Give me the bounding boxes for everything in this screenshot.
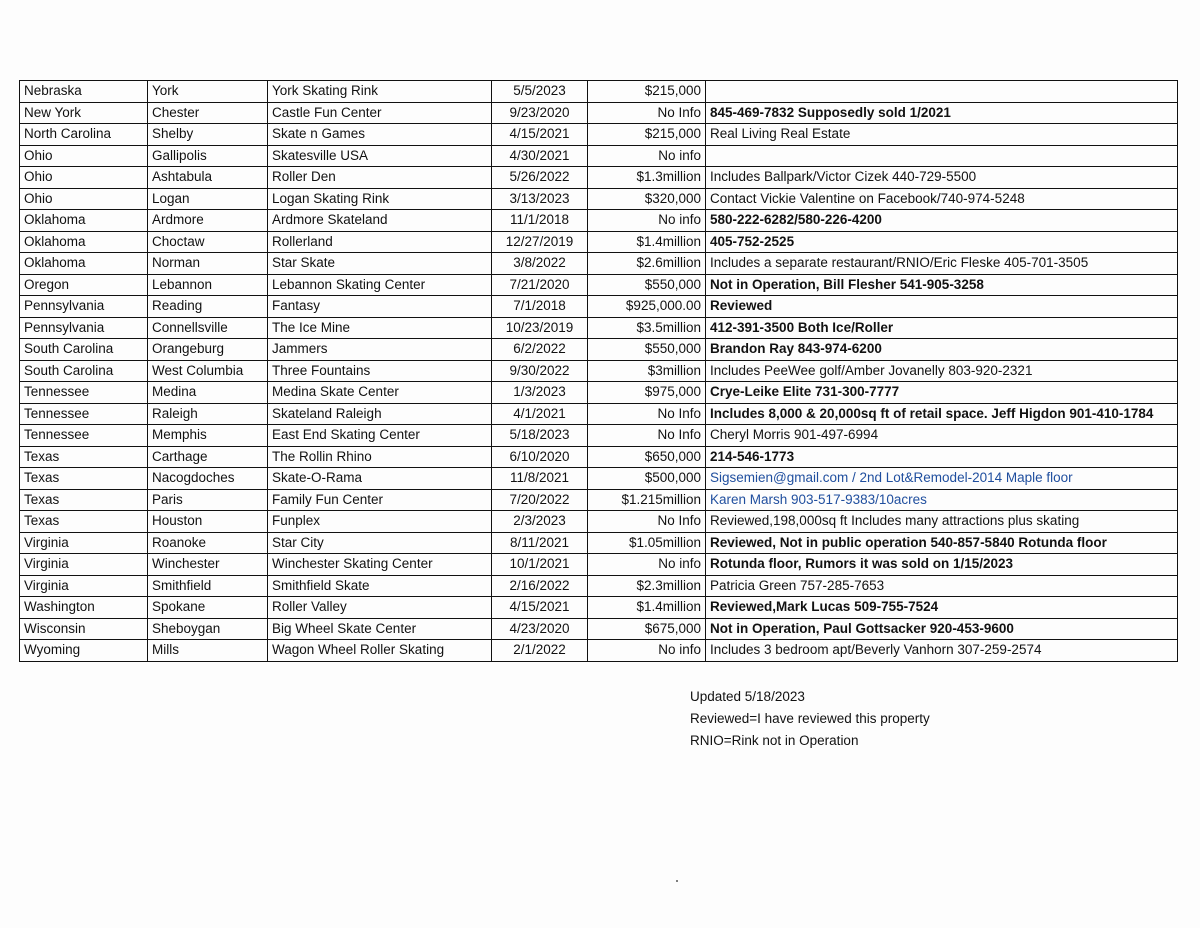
cell-city: York xyxy=(148,81,268,103)
cell-price: $500,000 xyxy=(588,468,706,490)
cell-price: $650,000 xyxy=(588,446,706,468)
cell-notes: Reviewed,Mark Lucas 509-755-7524 xyxy=(706,597,1178,619)
table-row xyxy=(20,124,1178,146)
table-row xyxy=(20,425,1178,447)
cell-price: No Info xyxy=(588,403,706,425)
cell-city: Norman xyxy=(148,253,268,275)
cell-rink-name: Winchester Skating Center xyxy=(268,554,492,576)
cell-price: $215,000 xyxy=(588,81,706,103)
cell-rink-name: Rollerland xyxy=(268,231,492,253)
table-row xyxy=(20,360,1178,382)
cell-notes: Not in Operation, Paul Gottsacker 920-453-9600 xyxy=(706,618,1178,640)
cell-city: Paris xyxy=(148,489,268,511)
cell-notes: 580-222-6282/580-226-4200 xyxy=(706,210,1178,232)
cell-rink-name: Skatesville USA xyxy=(268,145,492,167)
cell-rink-name: Roller Den xyxy=(268,167,492,189)
cell-rink-name: Star City xyxy=(268,532,492,554)
cell-notes: Includes a separate restaurant/RNIO/Eric Fleske 405-701-3505 xyxy=(706,253,1178,275)
cell-state: Virginia xyxy=(20,575,148,597)
cell-notes: Patricia Green 757-285-7653 xyxy=(706,575,1178,597)
cell-date: 4/15/2021 xyxy=(492,597,588,619)
table-row xyxy=(20,210,1178,232)
cell-date: 1/3/2023 xyxy=(492,382,588,404)
cell-price: $1.3million xyxy=(588,167,706,189)
cell-price: No Info xyxy=(588,511,706,533)
table-row xyxy=(20,403,1178,425)
cell-city: Memphis xyxy=(148,425,268,447)
cell-price: $215,000 xyxy=(588,124,706,146)
cell-rink-name: Star Skate xyxy=(268,253,492,275)
cell-state: North Carolina xyxy=(20,124,148,146)
cell-rink-name: Skate n Games xyxy=(268,124,492,146)
scan-speck xyxy=(676,880,678,882)
cell-state: Oklahoma xyxy=(20,231,148,253)
table-row xyxy=(20,511,1178,533)
cell-notes: Includes PeeWee golf/Amber Jovanelly 803-920-2321 xyxy=(706,360,1178,382)
updated-date: Updated 5/18/2023 xyxy=(690,689,805,704)
cell-notes: 214-546-1773 xyxy=(706,446,1178,468)
table-row xyxy=(20,532,1178,554)
table-row xyxy=(20,575,1178,597)
table-row xyxy=(20,339,1178,361)
cell-rink-name: Skateland Raleigh xyxy=(268,403,492,425)
cell-rink-name: Jammers xyxy=(268,339,492,361)
cell-notes: Karen Marsh 903-517-9383/10acres xyxy=(706,489,1178,511)
cell-date: 2/16/2022 xyxy=(492,575,588,597)
table-row xyxy=(20,618,1178,640)
cell-state: Pennsylvania xyxy=(20,296,148,318)
cell-date: 6/2/2022 xyxy=(492,339,588,361)
cell-price: $1.4million xyxy=(588,231,706,253)
cell-date: 7/1/2018 xyxy=(492,296,588,318)
cell-date: 4/30/2021 xyxy=(492,145,588,167)
cell-rink-name: East End Skating Center xyxy=(268,425,492,447)
cell-price: No Info xyxy=(588,425,706,447)
cell-notes: Cheryl Morris 901-497-6994 xyxy=(706,425,1178,447)
cell-notes: Not in Operation, Bill Flesher 541-905-3258 xyxy=(706,274,1178,296)
cell-date: 6/10/2020 xyxy=(492,446,588,468)
table-row xyxy=(20,446,1178,468)
cell-city: Lebannon xyxy=(148,274,268,296)
table-row xyxy=(20,554,1178,576)
table-row xyxy=(20,640,1178,662)
table-row xyxy=(20,296,1178,318)
cell-notes: Crye-Leike Elite 731-300-7777 xyxy=(706,382,1178,404)
cell-state: Ohio xyxy=(20,188,148,210)
cell-state: Tennessee xyxy=(20,425,148,447)
cell-city: Logan xyxy=(148,188,268,210)
cell-state: Oklahoma xyxy=(20,253,148,275)
cell-rink-name: York Skating Rink xyxy=(268,81,492,103)
cell-state: Ohio xyxy=(20,145,148,167)
cell-rink-name: Castle Fun Center xyxy=(268,102,492,124)
cell-city: Carthage xyxy=(148,446,268,468)
cell-city: Chester xyxy=(148,102,268,124)
table-row xyxy=(20,188,1178,210)
table-row xyxy=(20,468,1178,490)
table-row xyxy=(20,81,1178,103)
cell-state: Texas xyxy=(20,489,148,511)
cell-rink-name: Skate-O-Rama xyxy=(268,468,492,490)
cell-city: West Columbia xyxy=(148,360,268,382)
cell-price: $2.6million xyxy=(588,253,706,275)
cell-date: 4/15/2021 xyxy=(492,124,588,146)
cell-state: Tennessee xyxy=(20,403,148,425)
cell-rink-name: The Rollin Rhino xyxy=(268,446,492,468)
cell-state: Texas xyxy=(20,446,148,468)
table-row xyxy=(20,382,1178,404)
cell-date: 3/13/2023 xyxy=(492,188,588,210)
cell-state: Virginia xyxy=(20,532,148,554)
cell-state: Oregon xyxy=(20,274,148,296)
cell-city: Choctaw xyxy=(148,231,268,253)
cell-notes xyxy=(706,81,1178,103)
cell-city: Connellsville xyxy=(148,317,268,339)
cell-rink-name: The Ice Mine xyxy=(268,317,492,339)
table-row xyxy=(20,145,1178,167)
cell-city: Shelby xyxy=(148,124,268,146)
cell-notes: Reviewed,198,000sq ft Includes many attractions plus skating xyxy=(706,511,1178,533)
table-row xyxy=(20,167,1178,189)
cell-date: 8/11/2021 xyxy=(492,532,588,554)
cell-date: 7/21/2020 xyxy=(492,274,588,296)
cell-rink-name: Logan Skating Rink xyxy=(268,188,492,210)
cell-rink-name: Roller Valley xyxy=(268,597,492,619)
table-row xyxy=(20,231,1178,253)
cell-city: Smithfield xyxy=(148,575,268,597)
cell-notes: Reviewed, Not in public operation 540-857-5840 Rotunda floor xyxy=(706,532,1178,554)
cell-city: Winchester xyxy=(148,554,268,576)
table-row xyxy=(20,102,1178,124)
table-row xyxy=(20,317,1178,339)
cell-date: 2/3/2023 xyxy=(492,511,588,533)
legend-rnio: RNIO=Rink not in Operation xyxy=(690,733,859,748)
cell-rink-name: Lebannon Skating Center xyxy=(268,274,492,296)
cell-rink-name: Wagon Wheel Roller Skating xyxy=(268,640,492,662)
cell-city: Ardmore xyxy=(148,210,268,232)
table-row xyxy=(20,274,1178,296)
cell-price: $2.3million xyxy=(588,575,706,597)
cell-price: No Info xyxy=(588,102,706,124)
cell-city: Ashtabula xyxy=(148,167,268,189)
cell-notes: 412-391-3500 Both Ice/Roller xyxy=(706,317,1178,339)
cell-date: 5/5/2023 xyxy=(492,81,588,103)
cell-notes: 845-469-7832 Supposedly sold 1/2021 xyxy=(706,102,1178,124)
cell-city: Mills xyxy=(148,640,268,662)
table-body xyxy=(20,81,1178,662)
cell-rink-name: Ardmore Skateland xyxy=(268,210,492,232)
cell-rink-name: Smithfield Skate xyxy=(268,575,492,597)
cell-notes: Reviewed xyxy=(706,296,1178,318)
cell-date: 7/20/2022 xyxy=(492,489,588,511)
legend-reviewed: Reviewed=I have reviewed this property xyxy=(690,711,930,726)
cell-city: Spokane xyxy=(148,597,268,619)
cell-state: Texas xyxy=(20,468,148,490)
table-row xyxy=(20,489,1178,511)
cell-date: 5/26/2022 xyxy=(492,167,588,189)
cell-date: 12/27/2019 xyxy=(492,231,588,253)
cell-city: Sheboygan xyxy=(148,618,268,640)
cell-city: Roanoke xyxy=(148,532,268,554)
table-row xyxy=(20,597,1178,619)
cell-city: Houston xyxy=(148,511,268,533)
cell-date: 3/8/2022 xyxy=(492,253,588,275)
cell-date: 4/1/2021 xyxy=(492,403,588,425)
cell-price: $675,000 xyxy=(588,618,706,640)
rink-listing-table xyxy=(19,80,1178,662)
cell-price: No info xyxy=(588,554,706,576)
cell-notes: Includes 3 bedroom apt/Beverly Vanhorn 307-259-2574 xyxy=(706,640,1178,662)
cell-city: Nacogdoches xyxy=(148,468,268,490)
cell-notes: Real Living Real Estate xyxy=(706,124,1178,146)
cell-price: $320,000 xyxy=(588,188,706,210)
footer-notes xyxy=(690,686,930,752)
cell-price: $550,000 xyxy=(588,339,706,361)
cell-state: Washington xyxy=(20,597,148,619)
cell-city: Reading xyxy=(148,296,268,318)
cell-price: $975,000 xyxy=(588,382,706,404)
cell-date: 9/30/2022 xyxy=(492,360,588,382)
cell-price: $3million xyxy=(588,360,706,382)
cell-city: Gallipolis xyxy=(148,145,268,167)
cell-rink-name: Funplex xyxy=(268,511,492,533)
cell-price: $1.4million xyxy=(588,597,706,619)
table-row xyxy=(20,253,1178,275)
cell-rink-name: Three Fountains xyxy=(268,360,492,382)
cell-notes xyxy=(706,145,1178,167)
cell-notes: Sigsemien@gmail.com / 2nd Lot&Remodel-2014 Maple floor xyxy=(706,468,1178,490)
cell-rink-name: Fantasy xyxy=(268,296,492,318)
cell-state: South Carolina xyxy=(20,339,148,361)
cell-price: $3.5million xyxy=(588,317,706,339)
cell-price: $925,000.00 xyxy=(588,296,706,318)
cell-price: $1.05million xyxy=(588,532,706,554)
cell-state: Nebraska xyxy=(20,81,148,103)
cell-city: Raleigh xyxy=(148,403,268,425)
cell-rink-name: Big Wheel Skate Center xyxy=(268,618,492,640)
cell-state: New York xyxy=(20,102,148,124)
cell-state: Ohio xyxy=(20,167,148,189)
cell-rink-name: Medina Skate Center xyxy=(268,382,492,404)
cell-price: $550,000 xyxy=(588,274,706,296)
cell-date: 4/23/2020 xyxy=(492,618,588,640)
cell-notes: Includes 8,000 & 20,000sq ft of retail space. Jeff Higdon 901-410-1784 xyxy=(706,403,1178,425)
cell-price: No info xyxy=(588,640,706,662)
cell-price: $1.215million xyxy=(588,489,706,511)
cell-date: 5/18/2023 xyxy=(492,425,588,447)
cell-date: 9/23/2020 xyxy=(492,102,588,124)
cell-price: No info xyxy=(588,145,706,167)
cell-date: 11/1/2018 xyxy=(492,210,588,232)
cell-date: 2/1/2022 xyxy=(492,640,588,662)
cell-city: Medina xyxy=(148,382,268,404)
cell-date: 10/1/2021 xyxy=(492,554,588,576)
cell-notes: Rotunda floor, Rumors it was sold on 1/15/2023 xyxy=(706,554,1178,576)
cell-notes: Contact Vickie Valentine on Facebook/740-974-5248 xyxy=(706,188,1178,210)
cell-state: South Carolina xyxy=(20,360,148,382)
cell-notes: 405-752-2525 xyxy=(706,231,1178,253)
cell-state: Oklahoma xyxy=(20,210,148,232)
cell-rink-name: Family Fun Center xyxy=(268,489,492,511)
cell-state: Texas xyxy=(20,511,148,533)
cell-notes: Brandon Ray 843-974-6200 xyxy=(706,339,1178,361)
cell-city: Orangeburg xyxy=(148,339,268,361)
cell-state: Virginia xyxy=(20,554,148,576)
cell-price: No info xyxy=(588,210,706,232)
cell-date: 11/8/2021 xyxy=(492,468,588,490)
cell-state: Tennessee xyxy=(20,382,148,404)
cell-state: Wyoming xyxy=(20,640,148,662)
cell-date: 10/23/2019 xyxy=(492,317,588,339)
cell-notes: Includes Ballpark/Victor Cizek 440-729-5500 xyxy=(706,167,1178,189)
cell-state: Pennsylvania xyxy=(20,317,148,339)
cell-state: Wisconsin xyxy=(20,618,148,640)
